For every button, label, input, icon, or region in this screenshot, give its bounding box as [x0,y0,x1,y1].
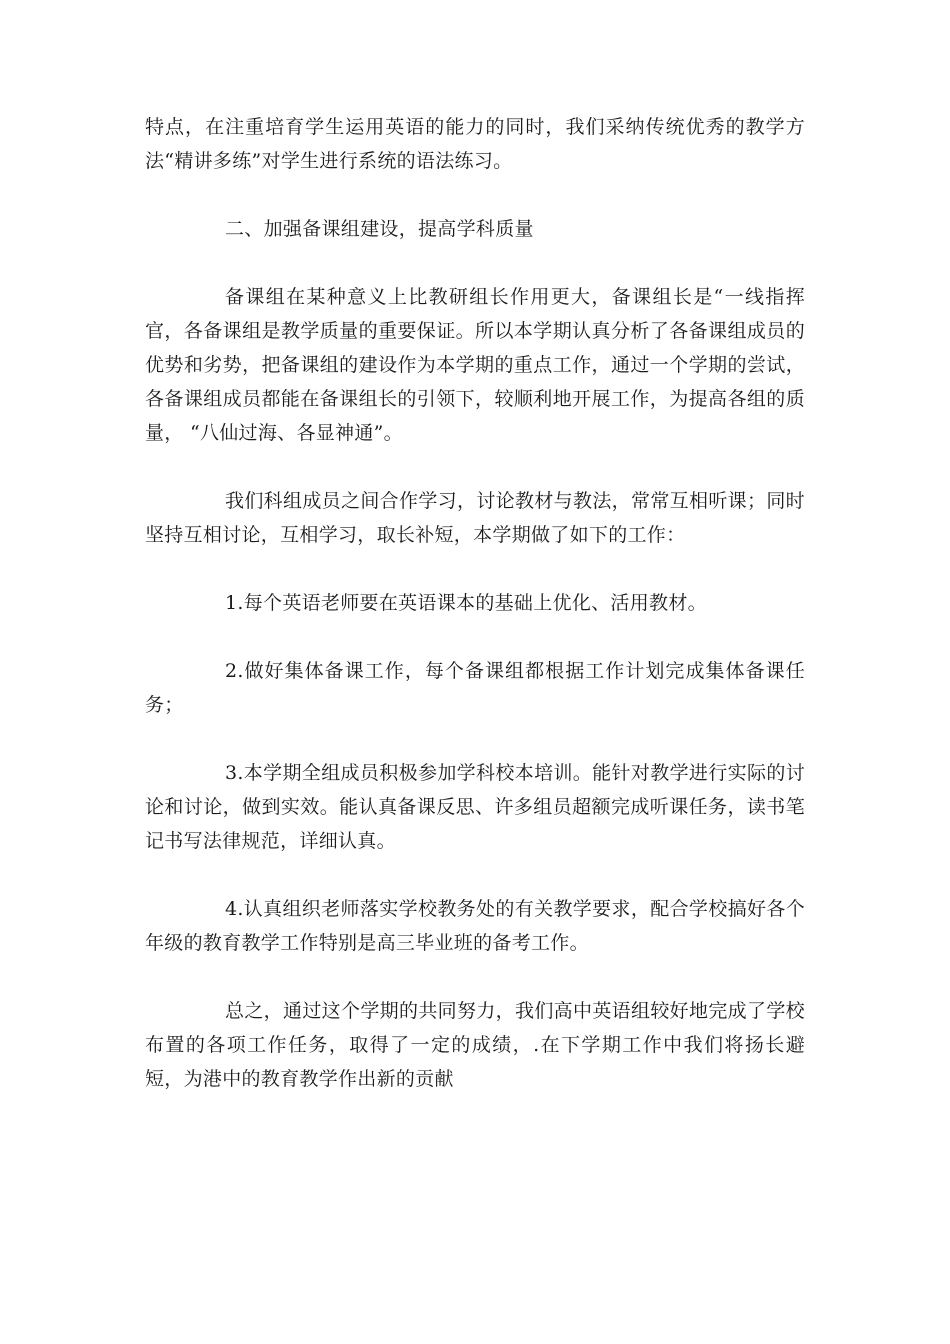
document-body [145,110,805,1130]
paragraph: 我们科组成员之间合作学习，讨论教材与教法，常常互相听课；同时坚持互相讨论，互相学习，取长补短，本学期做了如下的工作： [145,490,805,546]
list-item: 1.每个英语老师要在英语课本的基础上优化、活用教材。 [225,592,707,614]
list-item: 3.本学期全组成员积极参加学科校本培训。能针对教学进行实际的讨论和讨论，做到实效。能认真备课反思、许多组员超额完成听课任务，读书笔记书写法律规范，详细认真。 [145,762,805,852]
paragraph: 备课组在某种意义上比教研组长作用更大，备课组长是“一线指挥官，各备课组是教学质量的重要保证。所以本学期认真分析了各备课组成员的优势和劣势，把备课组的建设作为本学期的重点工作，通过一个学期的尝试，各备课组成员都能在备课组长的引领下，较顺利地开展工作，为提高各组的质量， “八仙过海、各显神通”。 [145,286,805,444]
list-item: 4.认真组织老师落实学校教务处的有关教学要求，配合学校搞好各个年级的教育教学工作特别是高三毕业班的备考工作。 [145,898,805,954]
paragraph-continuation: 特点，在注重培育学生运用英语的能力的同时，我们采纳传统优秀的教学方法“精讲多练”对学生进行系统的语法练习。 [145,116,805,172]
paragraph-conclusion: 总之，通过这个学期的共同努力，我们高中英语组较好地完成了学校布置的各项工作任务，取得了一定的成绩，.在下学期工作中我们将扬长避短，为港中的教育教学作出新的贡献 [145,1000,805,1090]
section-heading: 二、加强备课组建设，提高学科质量 [225,218,534,240]
list-item: 2.做好集体备课工作，每个备课组都根据工作计划完成集体备课任务； [145,660,805,716]
